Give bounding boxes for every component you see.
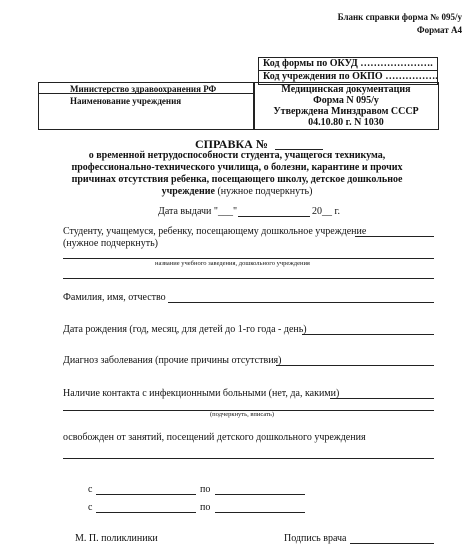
- okpo-code: Код учреждения по ОКПО …………….: [263, 71, 438, 82]
- to-label-1: по: [200, 484, 211, 495]
- medical-doc-line2: Форма N 095/у: [313, 95, 379, 106]
- ministry-name: Министерство здравоохранения РФ: [70, 84, 217, 94]
- medical-doc-line4: 04.10.80 г. N 1030: [308, 117, 384, 128]
- student-label: Студенту, учащемуся, ребенку, посещающему дошкольное учреждение: [63, 226, 367, 237]
- signature-line[interactable]: [350, 543, 434, 544]
- contact-label: Наличие контакта с инфекционными больными (нет, да, какими): [63, 388, 340, 399]
- medical-doc-line1: Медицинская документация: [281, 84, 411, 95]
- student-line[interactable]: [63, 258, 434, 259]
- from-line-1[interactable]: [96, 494, 196, 495]
- issue-date-year: 20__ г.: [312, 206, 340, 217]
- student-line-end[interactable]: [355, 236, 434, 237]
- medical-doc-line3: Утверждена Минздравом СССР: [273, 106, 419, 117]
- to-label-2: по: [200, 502, 211, 513]
- signature-label: Подпись врача: [284, 533, 347, 544]
- stamp-label: М. П. поликлиники: [75, 533, 158, 544]
- institution-name-label: Наименование учреждения: [70, 96, 182, 106]
- title-line3: причинах отсутствия ребенка, посещающего школу, детское дошкольное: [71, 174, 403, 185]
- contact-line-end[interactable]: [330, 398, 434, 399]
- birth-line[interactable]: [302, 334, 434, 335]
- contact-caption: (подчеркнуть, вписать): [210, 411, 275, 418]
- released-line[interactable]: [63, 458, 434, 459]
- title-line1: о временной нетрудоспособности студента, учащегося техникума,: [88, 150, 386, 161]
- title-line4-bold: учреждение: [161, 186, 215, 197]
- student-note: (нужное подчеркнуть): [63, 238, 158, 249]
- released-label: освобожден от занятий, посещений детского дошкольного учреждения: [63, 432, 366, 443]
- title-line4: [0, 186, 474, 197]
- title-line2: профессионально-технического училища, о болезни, карантине и прочих: [71, 162, 403, 173]
- title-line4-note: (нужное подчеркнуть): [217, 186, 313, 197]
- from-label-1: с: [88, 484, 93, 495]
- diagnosis-line[interactable]: [276, 365, 434, 366]
- institution-caption: название учебного заведения, дошкольного учреждения: [155, 260, 310, 267]
- institution-line[interactable]: [63, 278, 434, 279]
- fio-line[interactable]: [168, 302, 434, 303]
- issue-date-month-line[interactable]: [238, 216, 310, 217]
- form-format: Формат А4: [416, 25, 462, 35]
- fio-label: Фамилия, имя, отчество: [63, 292, 166, 303]
- issue-date-label: Дата выдачи "___": [158, 206, 238, 217]
- form-title: Бланк справки форма № 095/у: [337, 12, 462, 22]
- birth-label: Дата рождения (год, месяц, для детей до 1-го года - день): [63, 324, 307, 335]
- to-line-1[interactable]: [215, 494, 305, 495]
- to-line-2[interactable]: [215, 512, 305, 513]
- from-label-2: с: [88, 502, 93, 513]
- from-line-2[interactable]: [96, 512, 196, 513]
- diagnosis-label: Диагноз заболевания (прочие причины отсутствия): [63, 355, 282, 366]
- spravka-title: СПРАВКА №: [195, 137, 268, 151]
- okud-code: Код формы по ОКУД ………………….: [263, 58, 433, 69]
